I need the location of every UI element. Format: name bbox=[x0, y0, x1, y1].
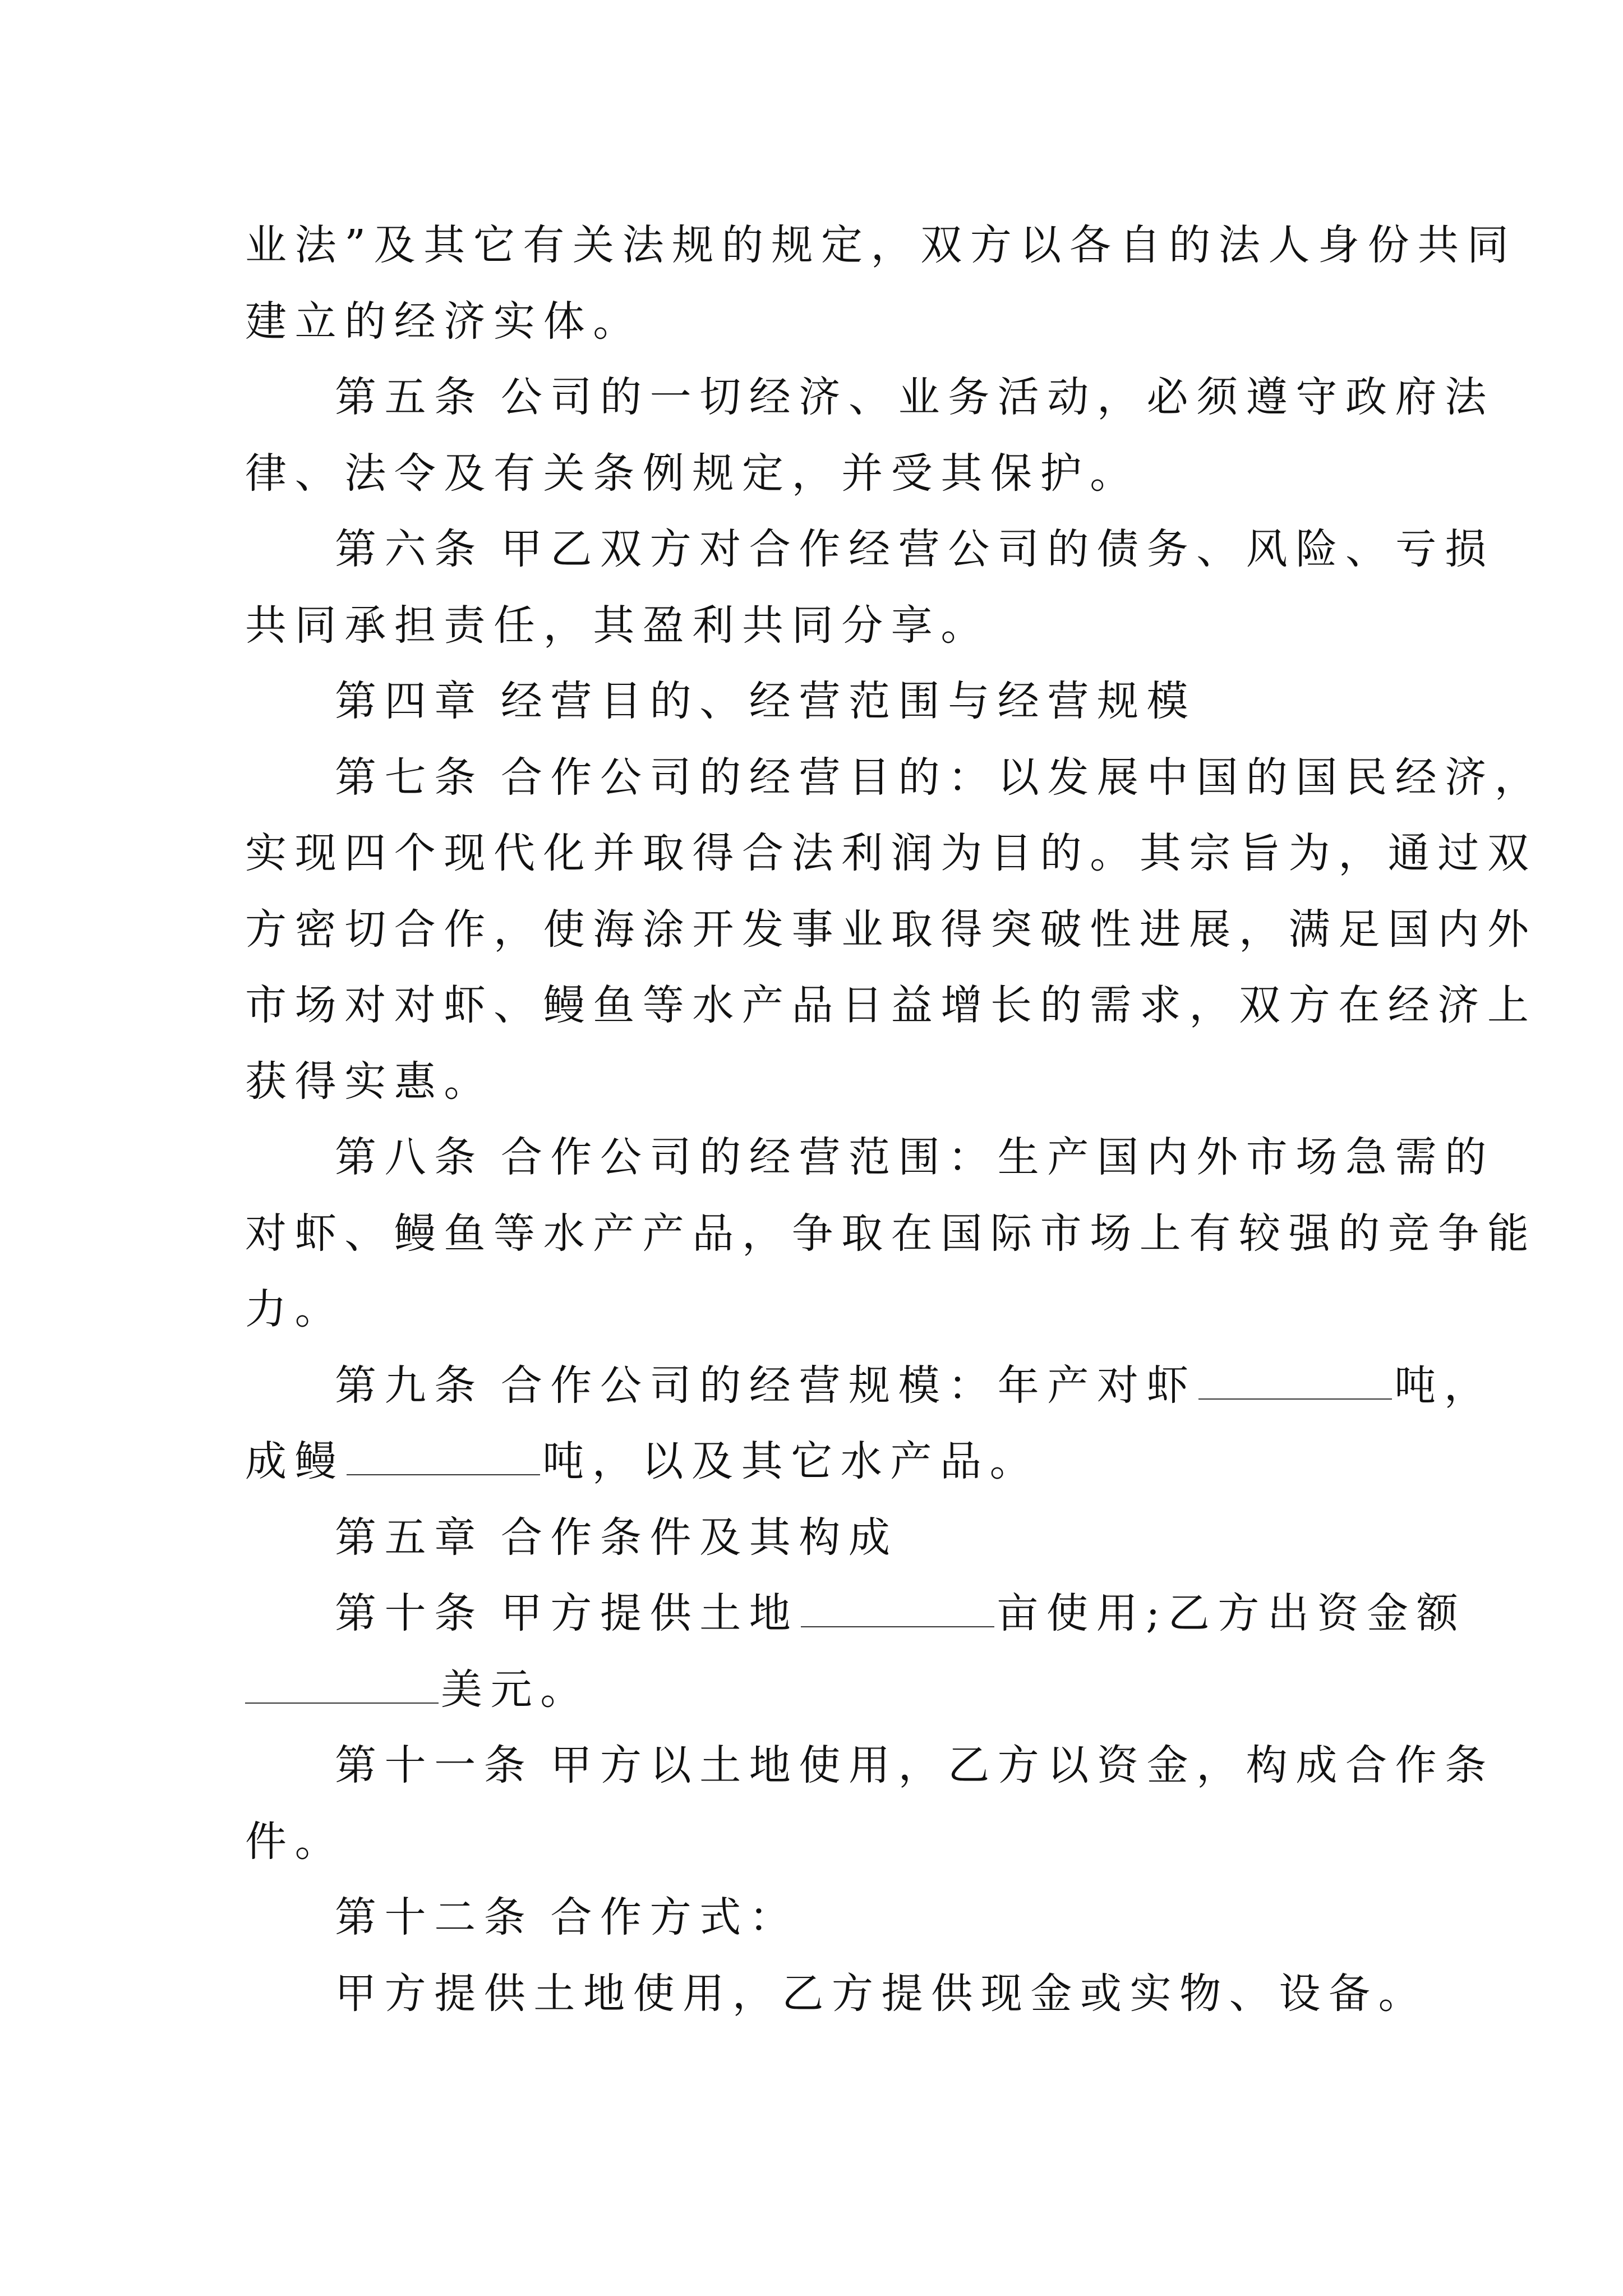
article-number: 第八条 bbox=[335, 1133, 484, 1181]
text: 获得实惠。 bbox=[245, 1057, 494, 1106]
text-line bbox=[245, 1196, 1537, 1272]
article-text-tail: 亩使用;乙方出资金额 bbox=[997, 1589, 1467, 1637]
text: 律、法令及有关条例规定，并受其保护。 bbox=[245, 449, 1140, 498]
chapter-number: 第五章 bbox=[335, 1513, 484, 1562]
text-line bbox=[245, 1272, 1378, 1348]
article-number: 第十二条 bbox=[335, 1893, 534, 1941]
fill-in-blank[interactable] bbox=[1198, 1393, 1392, 1400]
article-text: 合作公司的经营目的：以发展中国的国民经济， bbox=[500, 753, 1544, 802]
text: 实现四个现代化并取得合法利润为目的。其宗旨为，通过双 bbox=[245, 829, 1537, 877]
text: 对虾、鳗鱼等水产产品，争取在国际市场上有较强的竞争能 bbox=[245, 1209, 1537, 1258]
chapter-title: 合作条件及其构成 bbox=[500, 1513, 898, 1562]
article-number: 第七条 bbox=[335, 753, 484, 802]
chapter-title: 经营目的、经营范围与经营规模 bbox=[500, 677, 1197, 725]
article-number: 第五条 bbox=[335, 373, 484, 421]
text: 方密切合作，使海涂开发事业取得突破性进展，满足国内外 bbox=[245, 905, 1537, 954]
article-number: 第六条 bbox=[335, 525, 484, 573]
article-text: 甲方提供土地 bbox=[500, 1589, 799, 1637]
chapter-number: 第四章 bbox=[335, 677, 484, 725]
text-line bbox=[245, 284, 1378, 360]
text: 力。 bbox=[245, 1285, 345, 1333]
text-line bbox=[245, 436, 1378, 512]
article-5 bbox=[245, 360, 1495, 436]
text-line bbox=[245, 968, 1537, 1044]
article-10 bbox=[245, 1576, 1467, 1652]
article-number: 第十条 bbox=[335, 1589, 484, 1637]
article-text-tail: 吨， bbox=[1394, 1361, 1494, 1410]
document-body bbox=[245, 208, 1544, 2032]
text: 共同承担责任，其盈利共同分享。 bbox=[245, 601, 990, 650]
article-12 bbox=[245, 1880, 1378, 1956]
article-text: 合作方式： bbox=[550, 1893, 799, 1941]
chapter-4-heading bbox=[245, 664, 1378, 740]
article-text: 甲乙双方对合作经营公司的债务、风险、亏损 bbox=[500, 525, 1495, 573]
fill-in-blank[interactable] bbox=[347, 1469, 540, 1475]
chapter-5-heading bbox=[245, 1500, 1378, 1576]
article-number: 第十一条 bbox=[335, 1741, 534, 1789]
text-line bbox=[245, 1652, 1378, 1728]
text-line bbox=[245, 1424, 1378, 1500]
text: 成鳗 bbox=[245, 1437, 345, 1485]
article-text: 合作公司的经营范围：生产国内外市场急需的 bbox=[500, 1133, 1495, 1181]
text: 建立的经济实体。 bbox=[245, 297, 643, 346]
article-7 bbox=[245, 740, 1544, 816]
article-text: 公司的一切经济、业务活动，必须遵守政府法 bbox=[500, 373, 1495, 421]
text-line bbox=[245, 1044, 1378, 1120]
article-9 bbox=[245, 1348, 1494, 1424]
article-6 bbox=[245, 512, 1495, 588]
text-tail: 吨，以及其它水产品。 bbox=[542, 1437, 1040, 1485]
text-line bbox=[245, 588, 1378, 664]
article-text: 合作公司的经营规模：年产对虾 bbox=[500, 1361, 1197, 1410]
article-number: 第九条 bbox=[335, 1361, 484, 1410]
text-line bbox=[245, 208, 1517, 284]
text: 甲方提供土地使用，乙方提供现金或实物、设备。 bbox=[335, 1969, 1428, 2018]
article-8 bbox=[245, 1120, 1495, 1196]
text-line bbox=[245, 816, 1537, 892]
text-line bbox=[245, 1956, 1428, 2032]
text: 业法”及其它有关法规的规定，双方以各自的法人身份共同 bbox=[245, 221, 1517, 269]
text: 市场对对虾、鳗鱼等水产品日益增长的需求，双方在经济上 bbox=[245, 981, 1537, 1029]
fill-in-blank[interactable] bbox=[801, 1621, 994, 1627]
text: 美元。 bbox=[441, 1665, 590, 1714]
article-text: 甲方以土地使用，乙方以资金，构成合作条 bbox=[550, 1741, 1495, 1789]
text-line bbox=[245, 1804, 1378, 1880]
text: 件。 bbox=[245, 1817, 345, 1866]
fill-in-blank[interactable] bbox=[245, 1697, 439, 1704]
text-line bbox=[245, 892, 1537, 968]
article-11 bbox=[245, 1728, 1495, 1804]
